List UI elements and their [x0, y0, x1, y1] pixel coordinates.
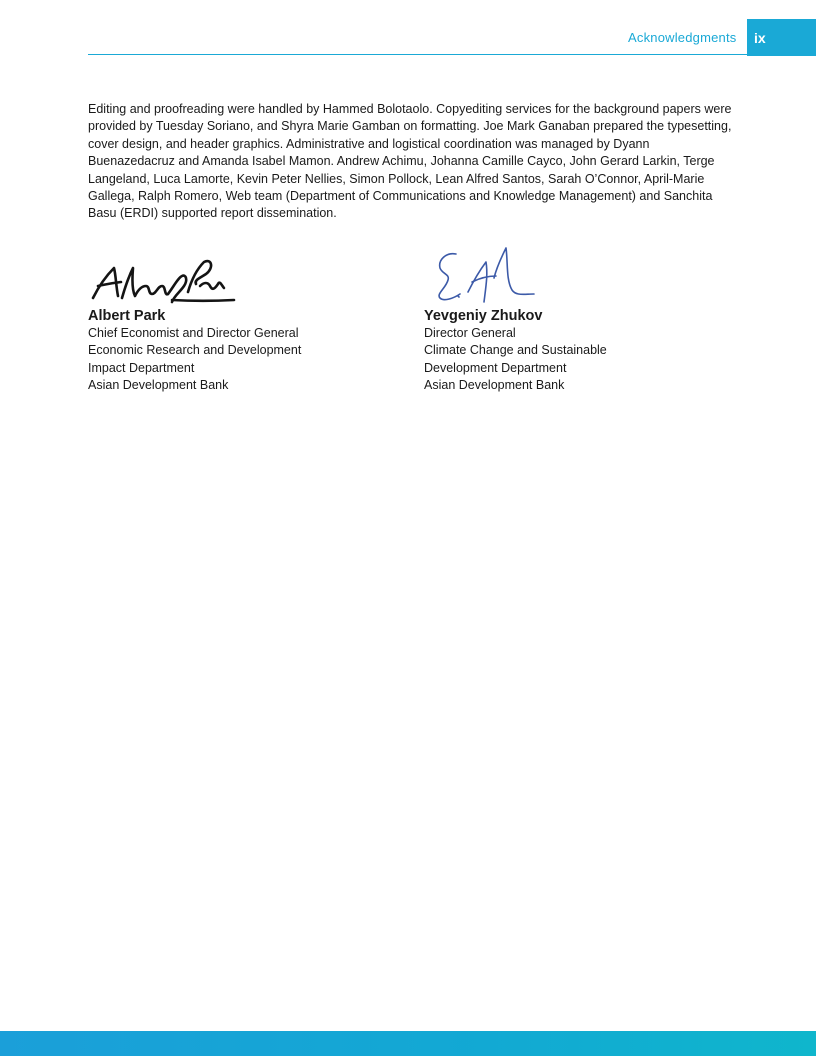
signatory-title-line: Climate Change and Sustainable — [424, 343, 607, 358]
signature-image-left — [88, 240, 248, 306]
page-number: ix — [754, 30, 766, 46]
signatory-title-line: Economic Research and Development — [88, 343, 302, 358]
signature-albert-park — [88, 240, 388, 306]
signatory-title-line: Development Department — [424, 360, 567, 375]
signatory-title-line: Impact Department — [88, 360, 195, 375]
running-header-title: Acknowledgments — [628, 30, 737, 45]
signatory-organization: Asian Development Bank — [88, 378, 229, 393]
signatory-block-right — [424, 240, 724, 395]
header-divider — [88, 54, 747, 55]
signatory-title-line: Chief Economist and Director General — [88, 326, 299, 340]
signatory-block-left — [88, 240, 388, 395]
signature-image-right — [424, 240, 544, 306]
signature-yevgeniy-zhukov — [424, 240, 724, 306]
signatory-name: Yevgeniy Zhukov — [424, 308, 543, 324]
footer-color-band — [0, 1031, 816, 1056]
page-number-tab — [747, 19, 816, 56]
acknowledgments-paragraph: Editing and proofreading were handled by Hammed Bolotaolo. Copyediting services for the background papers were provided by Tuesday Soriano, and Shyra Marie Gamban on formatting. Joe Mark Ganaban prepared the typesetting, cover design, and header graphics. Administrative and logistical coordination was managed by Dyann Buenazedacruz and Amanda Isabel Mamon. Andrew Achimu, Johanna Camille Cayco, John Gerard Larkin, Terge Langeland, Luca Lamorte, Kevin Peter Nellies, Simon Pollock, Lean Alfred Santos, Sarah O’Connor, April-Marie Gallega, Ralph Romero, Web team (Department of Communications and Knowledge Management) and Sanchita Basu (ERDI) supported report dissemination. — [88, 102, 732, 221]
signatory-title-line: Director General — [424, 326, 516, 340]
signatory-organization: Asian Development Bank — [424, 378, 565, 393]
signatory-name: Albert Park — [88, 308, 166, 324]
